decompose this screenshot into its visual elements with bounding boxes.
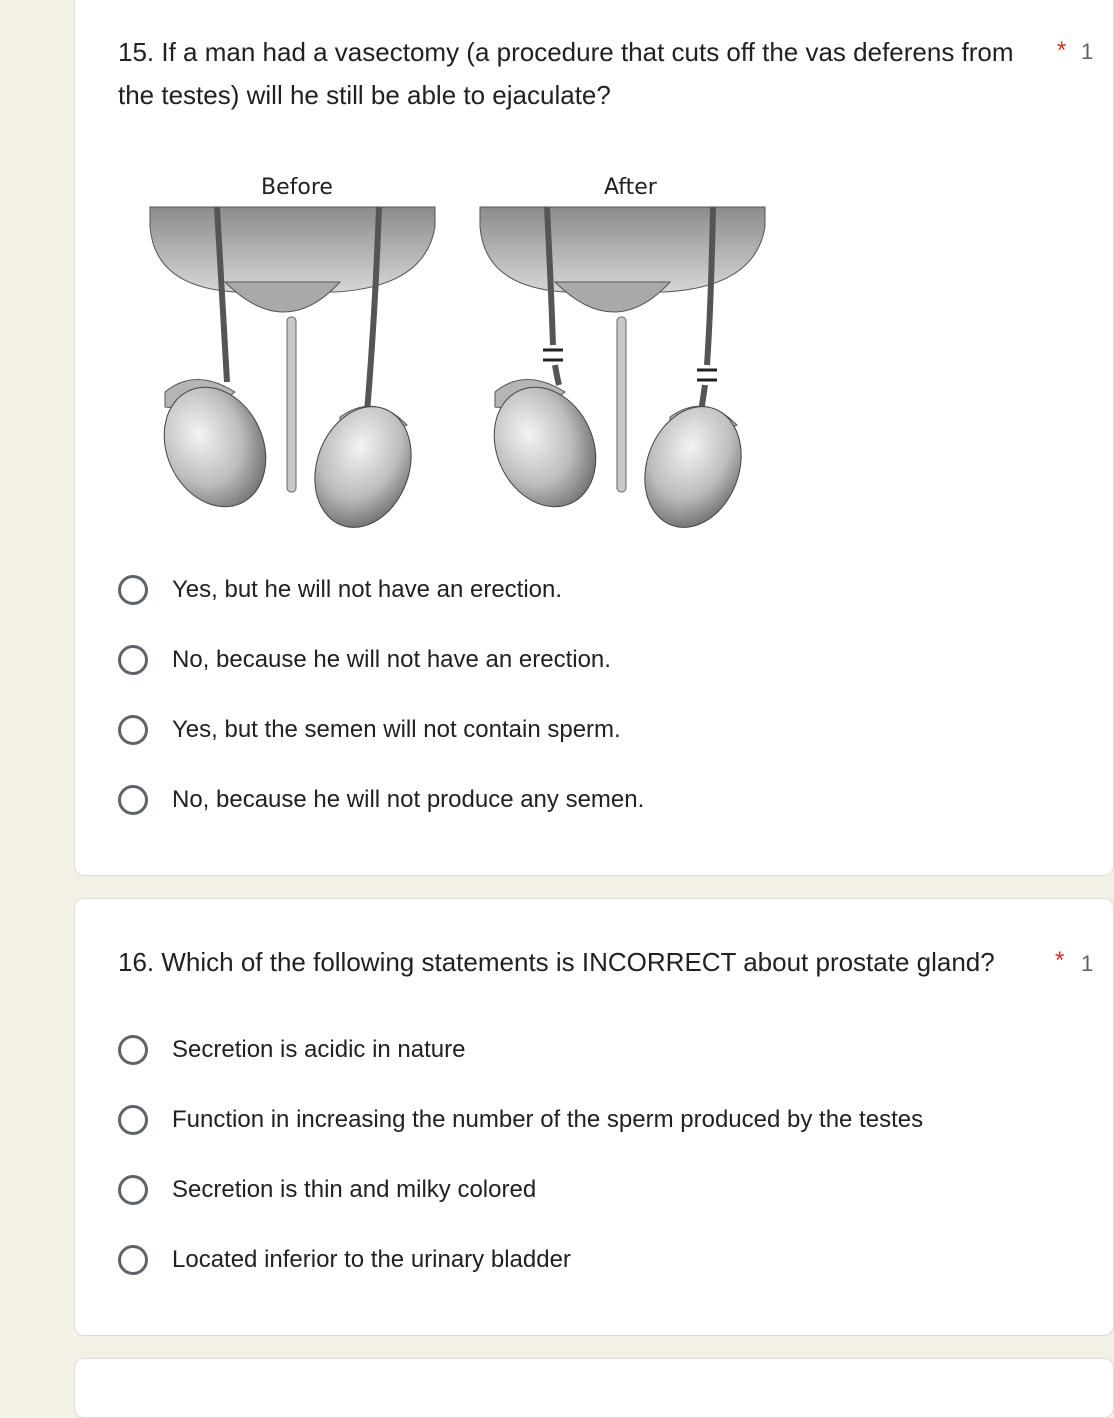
radio-button[interactable]	[118, 1035, 148, 1065]
option-label: Secretion is acidic in nature	[172, 1036, 466, 1063]
question-title-15: 15. If a man had a vasectomy (a procedure that cuts off the vas deferens from the testes) will he still be able to ejaculate?	[118, 37, 1014, 110]
question-title-16: 16. Which of the following statements is INCORRECT about prostate gland?	[118, 947, 995, 977]
radio-button[interactable]	[118, 785, 148, 815]
after-diagram	[475, 207, 765, 541]
option-16-b[interactable]	[118, 1100, 923, 1140]
option-16-c[interactable]	[118, 1170, 536, 1210]
before-diagram	[145, 207, 435, 541]
option-label: Yes, but he will not have an erection.	[172, 576, 563, 603]
option-label: No, because he will not have an erection.	[172, 646, 611, 673]
option-label: Yes, but the semen will not contain sperm.	[172, 716, 621, 743]
radio-button[interactable]	[118, 645, 148, 675]
anatomy-drawing	[135, 167, 875, 542]
radio-button[interactable]	[118, 1245, 148, 1275]
required-asterisk-16: *	[1055, 947, 1065, 974]
radio-button[interactable]	[118, 1105, 148, 1135]
question-card-16	[74, 898, 1114, 1336]
option-15-b[interactable]	[118, 640, 611, 680]
points-16: 1	[1081, 951, 1094, 976]
option-16-a[interactable]	[118, 1030, 465, 1070]
radio-button[interactable]	[118, 575, 148, 605]
figure-label-before: Before	[261, 175, 333, 200]
option-15-a[interactable]	[118, 570, 562, 610]
option-label: Function in increasing the number of the sperm produced by the testes	[172, 1106, 924, 1133]
option-label: Secretion is thin and milky colored	[172, 1176, 537, 1203]
next-question-card	[74, 1358, 1114, 1418]
option-15-c[interactable]	[118, 710, 621, 750]
option-label: No, because he will not produce any semen.	[172, 786, 645, 813]
radio-button[interactable]	[118, 1175, 148, 1205]
vasectomy-illustration	[135, 167, 875, 542]
option-16-d[interactable]	[118, 1240, 571, 1280]
radio-button[interactable]	[118, 715, 148, 745]
option-label: Located inferior to the urinary bladder	[172, 1246, 571, 1273]
question-card-15	[74, 0, 1114, 876]
option-15-d[interactable]	[118, 780, 644, 820]
points-15: 1	[1081, 39, 1094, 64]
required-asterisk-15: *	[1057, 37, 1067, 64]
figure-label-after: After	[604, 175, 657, 200]
